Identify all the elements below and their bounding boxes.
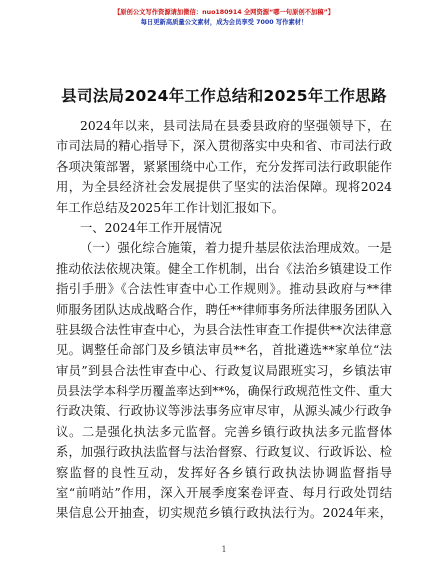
paragraph-line: 推动依法依规决策。健全工作机制，出台《法治乡镇建设工作 — [56, 261, 392, 276]
paragraph-line: 审员”到县合法性审查中心、行政复议局跟班实习，乡镇法审 — [56, 363, 392, 378]
document-title: 县司法局2024年工作总结和2025年工作思路 — [61, 87, 387, 105]
header-banner — [110, 8, 338, 28]
paragraph-line: （一）强化综合施策，着力提升基层依法治理成效。一是 — [80, 241, 392, 256]
paragraph-line: 市司法局的精心指导下，深入贯彻落实中央和省、市司法行政 — [56, 139, 392, 154]
paragraph-line: 行政决策、行政协议等涉法事务应审尽审，从源头减少行政争 — [56, 404, 392, 419]
banner-line-update: 每日更新高质量公文素材，成为会员享受 7000 写作素材！ — [140, 19, 308, 26]
banner-line-promo: 【原创公文写作资源请加微信：nuo180914 全网资源“哪一句原创不加稿”】 — [113, 9, 335, 16]
section-heading: 一、2024年工作开展情况 — [80, 220, 222, 235]
paragraph-line: 室“前哨站”作用，深入开展季度案卷评查、每月行政处罚结 — [56, 486, 392, 501]
paragraph-line: 察监督的良性互动，发挥好各乡镇行政执法协调监督指导 — [56, 465, 392, 480]
page-number: 1 — [221, 545, 227, 554]
paragraph-line: 师服务团队达成战略合作，聘任**律师事务所法律服务团队入 — [56, 302, 392, 317]
paragraph-line: 议。二是强化执法多元监督。完善乡镇行政执法多元监督体 — [56, 424, 392, 439]
paragraph-line: 果信息公开抽查，切实规范乡镇行政执法行为。2024年来， — [56, 506, 392, 521]
paragraph-line: 各项决策部署，紧紧围绕中心工作，充分发挥司法行政职能作 — [56, 159, 392, 174]
paragraph-line: 驻县级合法性审查中心，为县合法性审查工作提供**次法律意 — [56, 322, 392, 337]
paragraph-line: 指引手册》《合法性审查中心工作规则》。推动县政府与**律 — [56, 282, 392, 297]
document-body — [56, 116, 392, 524]
paragraph-line: 年工作总结及2025年工作计划汇报如下。 — [56, 200, 285, 215]
paragraph-line: 员县法学本科学历覆盖率达到**%，确保行政规范性文件、重大 — [56, 384, 392, 399]
paragraph-line: 系，加强行政执法监督与法治督察、行政复议、行政诉讼、检 — [56, 445, 392, 460]
paragraph-line: 见。调整任命部门及乡镇法审员**名，首批遴选**家单位“法 — [56, 343, 392, 358]
paragraph-line: 2024年以来，县司法局在县委县政府的坚强领导下，在 — [80, 119, 392, 133]
paragraph-line: 用，为全县经济社会发展提供了坚实的法治保障。现将2024 — [56, 180, 392, 195]
